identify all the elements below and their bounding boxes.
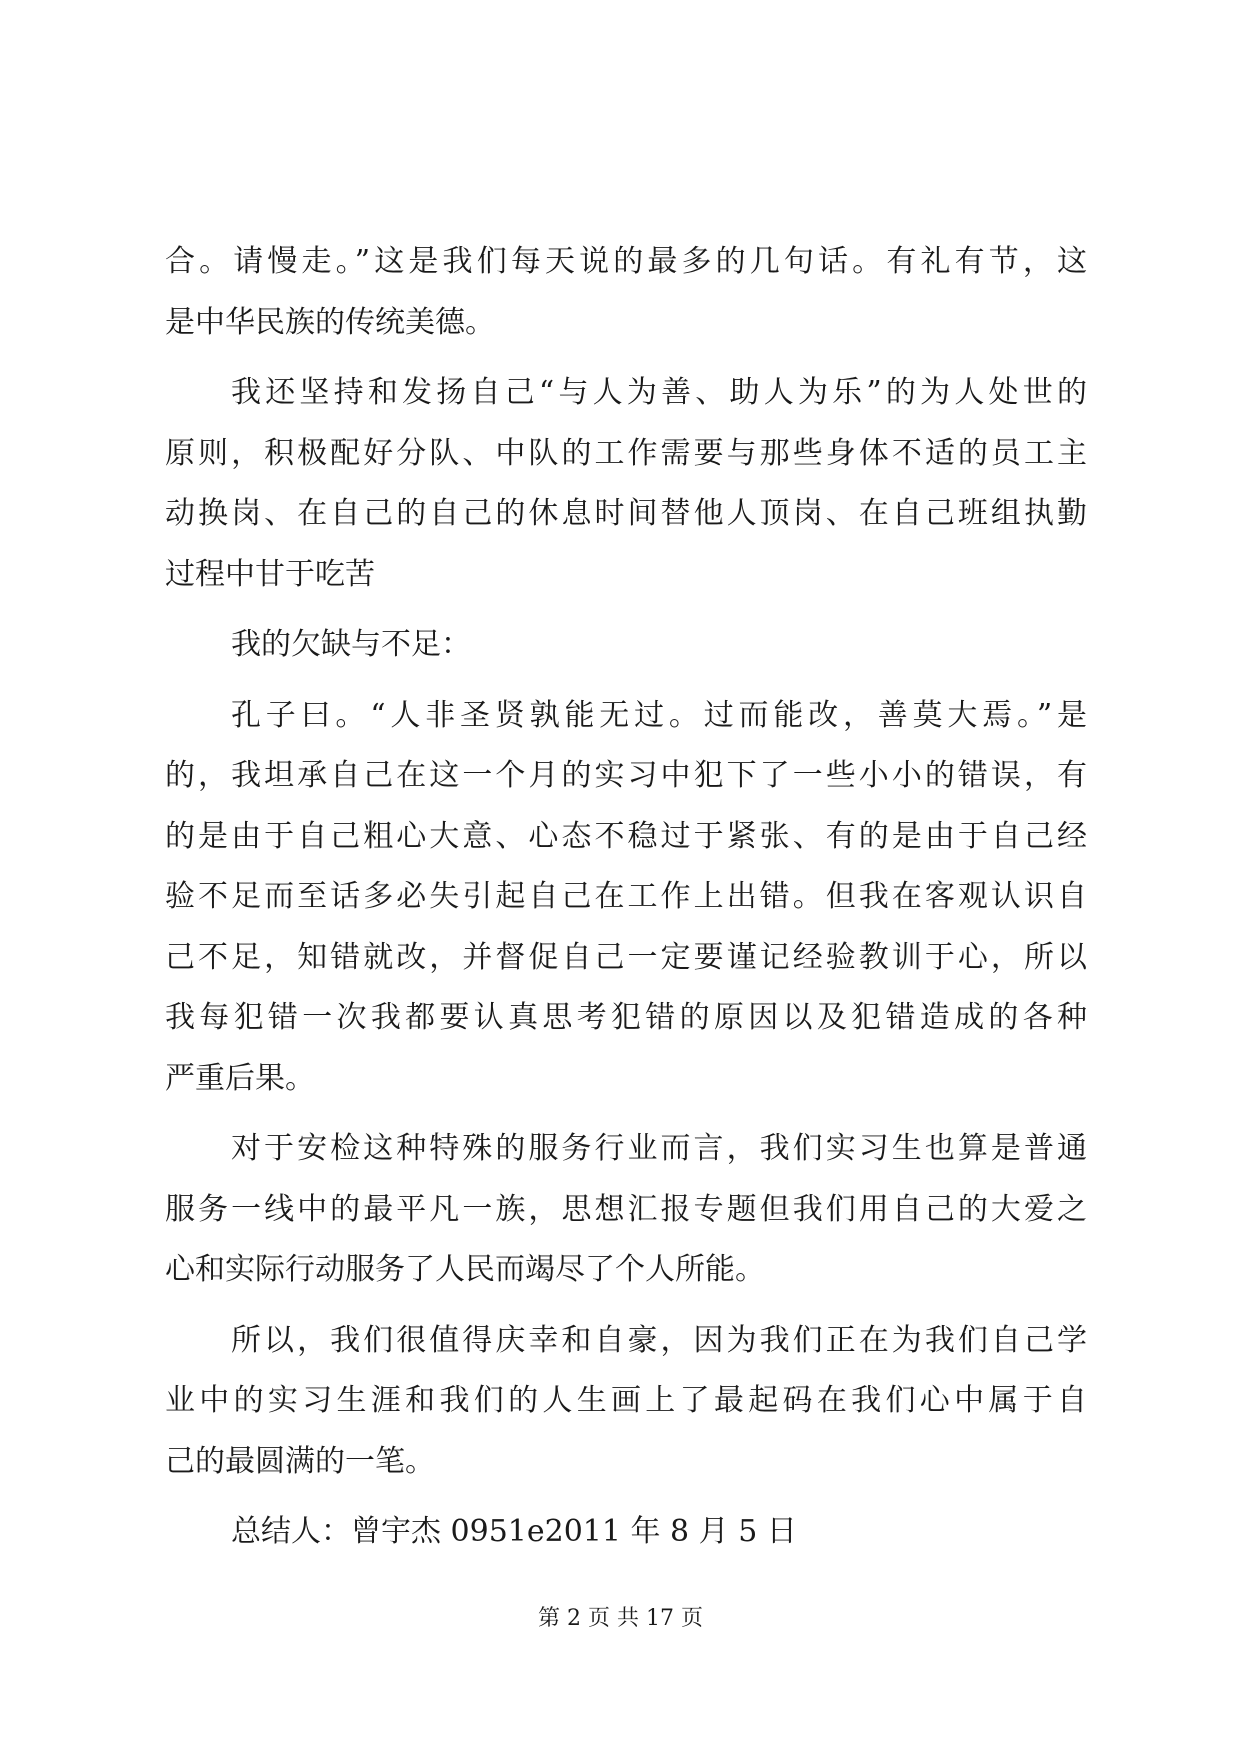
text-line: 己的最圆满的一笔。 xyxy=(165,1443,435,1479)
paragraph xyxy=(165,363,1087,605)
paragraph xyxy=(165,1311,1087,1493)
text-line: 所以，我们很值得庆幸和自豪，因为我们正在为我们自己学 xyxy=(231,1322,1087,1358)
paragraph xyxy=(165,232,1087,353)
text-line: 验不足而至话多必失引起自己在工作上出错。但我在客观认识自 xyxy=(165,879,1087,914)
text-line: 我的欠缺与不足： xyxy=(231,627,471,662)
text-line: 总结人：曾宇杰 0951e2011 年 8 月 5 日 xyxy=(231,1514,797,1549)
paragraph-gap xyxy=(165,1301,1087,1311)
text-line: 动换岗、在自己的自己的休息时间替他人顶岗、在自己班组执勤 xyxy=(165,496,1087,531)
paragraph-gap xyxy=(165,1109,1087,1119)
text-line: 的，我坦承自己在这一个月的实习中犯下了一些小小的错误，有 xyxy=(165,758,1087,793)
text-line: 原则，积极配好分队、中队的工作需要与那些身体不适的员工主 xyxy=(165,435,1087,471)
text-line: 我还坚持和发扬自己“与人为善、助人为乐”的为人处世的 xyxy=(231,375,1087,410)
paragraph xyxy=(165,1119,1087,1301)
text-line: 合。请慢走。”这是我们每天说的最多的几句话。有礼有节，这 xyxy=(165,244,1087,279)
text-line: 对于安检这种特殊的服务行业而言，我们实习生也算是普通 xyxy=(231,1131,1087,1166)
text-line: 我每犯错一次我都要认真思考犯错的原因以及犯错造成的各种 xyxy=(165,1000,1087,1035)
document-body xyxy=(165,232,1087,1563)
page-footer: 第 2 页 共 17 页 xyxy=(538,1606,703,1631)
text-line: 服务一线中的最平凡一族，思想汇报专题但我们用自己的大爱之 xyxy=(165,1191,1087,1227)
text-line: 的是由于自己粗心大意、心态不稳过于紧张、有的是由于自己经 xyxy=(165,818,1087,854)
paragraph-gap xyxy=(165,1492,1087,1502)
text-line: 是中华民族的传统美德。 xyxy=(165,304,495,340)
paragraph-gap xyxy=(165,353,1087,363)
text-line: 己不足，知错就改，并督促自己一定要谨记经验教训于心，所以 xyxy=(165,939,1087,975)
paragraph xyxy=(165,615,1087,676)
text-line: 业中的实习生涯和我们的人生画上了最起码在我们心中属于自 xyxy=(165,1383,1087,1418)
paragraph xyxy=(165,686,1087,1110)
text-line: 严重后果。 xyxy=(165,1060,315,1096)
text-line: 心和实际行动服务了人民而竭尽了个人所能。 xyxy=(165,1252,765,1287)
paragraph-gap xyxy=(165,676,1087,686)
paragraph-gap xyxy=(165,605,1087,615)
paragraph xyxy=(165,1502,1087,1563)
text-line: 孔子曰。“人非圣贤孰能无过。过而能改，善莫大焉。”是 xyxy=(231,697,1087,733)
text-line: 过程中甘于吃苦 xyxy=(165,556,375,592)
